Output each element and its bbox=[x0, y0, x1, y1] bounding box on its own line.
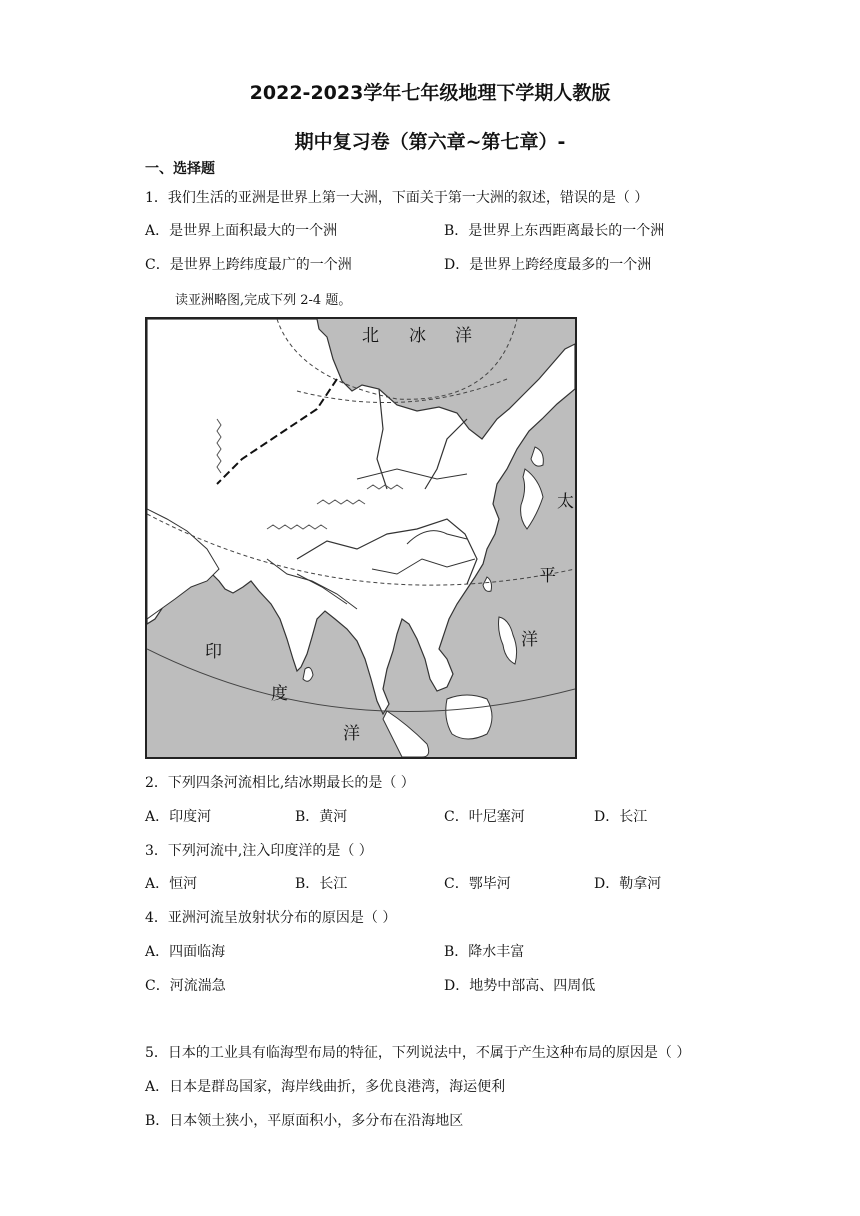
label-pacific-3: 洋 bbox=[521, 630, 538, 650]
q5-stem: 5．日本的工业具有临海型布局的特征，下列说法中，不属于产生这种布局的原因是（ ） bbox=[145, 1045, 691, 1061]
page-title-line1: 2022-2023学年七年级地理下学期人教版 bbox=[249, 82, 611, 104]
q4-option-a: A．四面临海 bbox=[145, 944, 226, 960]
label-indian-3: 洋 bbox=[343, 724, 360, 744]
label-pacific-1: 太 bbox=[557, 492, 574, 512]
asia-map-svg bbox=[147, 319, 575, 757]
q2-option-c: C．叶尼塞河 bbox=[444, 809, 525, 825]
q2-stem: 2．下列四条河流相比,结冰期最长的是（ ） bbox=[145, 775, 415, 791]
section-heading: 一、选择题 bbox=[145, 161, 215, 177]
q4-option-d: D．地势中部高、四周低 bbox=[444, 978, 596, 994]
label-north-3: 洋 bbox=[455, 326, 472, 346]
q5-option-a: A．日本是群岛国家，海岸线曲折，多优良港湾，海运便利 bbox=[145, 1079, 506, 1095]
q3-option-a: A．恒河 bbox=[145, 876, 198, 892]
q1-option-a: A．是世界上面积最大的一个洲 bbox=[145, 223, 338, 239]
q4-stem: 4．亚洲河流呈放射状分布的原因是（ ） bbox=[145, 910, 397, 926]
q1-stem: 1．我们生活的亚洲是世界上第一大洲，下面关于第一大洲的叙述，错误的是（ ） bbox=[145, 190, 649, 206]
q2-option-d: D．长江 bbox=[594, 809, 648, 825]
q1-option-d: D．是世界上跨经度最多的一个洲 bbox=[444, 257, 652, 273]
label-pacific-2: 平 bbox=[539, 566, 556, 586]
q3-option-b: B．长江 bbox=[295, 876, 348, 892]
label-indian-1: 印 bbox=[205, 642, 222, 662]
q3-option-c: C．鄂毕河 bbox=[444, 876, 511, 892]
q4-option-b: B．降水丰富 bbox=[444, 944, 525, 960]
asia-map bbox=[145, 317, 577, 759]
q3-stem: 3．下列河流中,注入印度洋的是（ ） bbox=[145, 843, 373, 859]
q1-option-c: C．是世界上跨纬度最广的一个洲 bbox=[145, 257, 352, 273]
q2-option-b: B．黄河 bbox=[295, 809, 348, 825]
q5-option-b: B．日本领土狭小，平原面积小，多分布在沿海地区 bbox=[145, 1113, 464, 1129]
map-intro: 读亚洲略图,完成下列 2-4 题。 bbox=[175, 293, 352, 308]
southeast-islands bbox=[446, 695, 492, 739]
q2-option-a: A．印度河 bbox=[145, 809, 212, 825]
label-indian-2: 度 bbox=[271, 684, 288, 704]
q1-option-b: B．是世界上东西距离最长的一个洲 bbox=[444, 223, 665, 239]
label-north-2: 冰 bbox=[409, 326, 426, 346]
q4-option-c: C．河流湍急 bbox=[145, 978, 226, 994]
q3-option-d: D．勒拿河 bbox=[594, 876, 662, 892]
page-title-line2: 期中复习卷（第六章~第七章）- bbox=[294, 131, 566, 153]
label-north-1: 北 bbox=[362, 326, 379, 346]
